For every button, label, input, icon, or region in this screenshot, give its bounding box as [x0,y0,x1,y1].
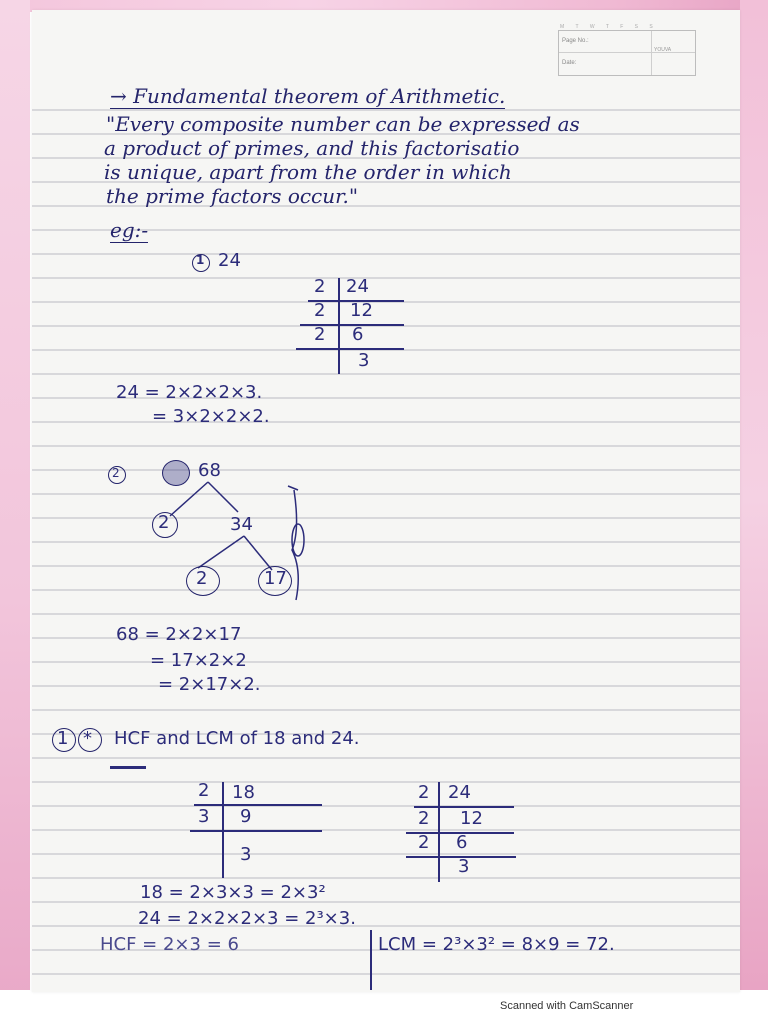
scan-margin-bottom [0,990,768,1024]
brand-logo: YOUVA [654,47,672,53]
theorem-line-2: a product of primes, and this factorisatio [104,136,520,160]
divisor: 3 [198,806,210,827]
example-3-star: * [83,728,92,749]
example-3-line-2: 24 = 2×2×2×3 = 2³×3. [138,908,356,929]
tree-leaf: 2 [158,512,170,533]
factor-tree-lines [32,10,740,992]
page-no-label: Page No.: [562,38,589,44]
theorem-title: → Fundamental theorem of Arithmetic. [110,84,506,108]
weekday-strip: M T W T F S S [560,24,658,30]
notebook-page [32,10,740,992]
divisor: 2 [314,324,326,345]
theorem-line-1: "Every composite number can be expressed as [106,112,580,136]
example-1-number: 24 [218,250,241,271]
divisor: 2 [198,780,210,801]
divisor: 2 [314,300,326,321]
example-2-result-1: 68 = 2×2×17 [116,624,242,645]
example-2-result-2: = 17×2×2 [150,650,247,671]
scribble-underline [110,766,146,769]
quotient: 9 [240,806,252,827]
hcf-result: HCF = 2×3 = 6 [100,934,239,955]
quotient: 3 [458,856,470,877]
example-1-result-2: = 3×2×2×2. [152,406,270,427]
quotient: 24 [448,782,471,803]
divisor: 2 [314,276,326,297]
quotient: 12 [350,300,373,321]
quotient: 3 [358,350,370,371]
tree-leaf: 2 [196,568,208,589]
tree-leaf: 17 [264,568,287,589]
example-3-line-1: 18 = 2×3×3 = 2×3² [140,882,326,903]
quotient: 24 [346,276,369,297]
scanner-watermark: Scanned with CamScanner [500,1000,634,1012]
quotient: 3 [240,844,252,865]
tree-node: 34 [230,514,253,535]
example-2-marker: 2 [112,466,120,480]
example-2-result-3: = 2×17×2. [158,674,261,695]
divisor: 2 [418,832,430,853]
page-edge-left [0,0,30,1000]
quotient: 6 [456,832,468,853]
example-1-result-1: 24 = 2×2×2×3. [116,382,263,403]
answer-separator [370,930,372,990]
quotient: 12 [460,808,483,829]
example-3-marker: 1 [57,728,69,749]
page-edge-right [740,0,768,1000]
theorem-line-3: is unique, apart from the order in which [104,160,512,184]
theorem-line-4: the prime factors occur." [106,184,359,208]
example-1-marker: 1 [196,253,205,267]
example-3-title: HCF and LCM of 18 and 24. [114,728,360,749]
eg-label: eg:- [110,218,149,242]
quotient: 6 [352,324,364,345]
lcm-result: LCM = 2³×3² = 8×9 = 72. [378,934,615,955]
quotient: 18 [232,782,255,803]
divisor: 2 [418,782,430,803]
divisor: 2 [418,808,430,829]
example-2-number: 68 [198,460,221,481]
date-label: Date: [562,60,577,66]
